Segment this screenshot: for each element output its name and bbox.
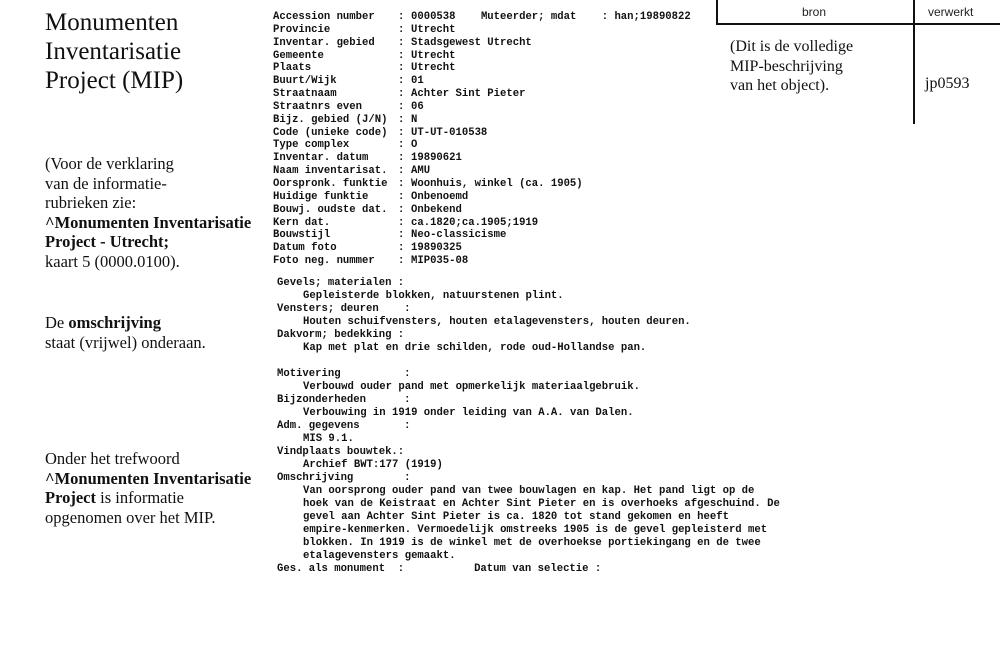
section-value: Archief BWT:177 (1919) — [303, 459, 443, 471]
field-value: 19890325 — [411, 242, 462, 255]
section-value: MIS 9.1. — [303, 433, 354, 445]
section-value: Houten schuifvensters, houten etalagevensters, houten deuren. — [303, 316, 691, 328]
note-line: (Voor de verklaring — [45, 154, 174, 173]
field-label: Inventar. gebied — [273, 36, 375, 49]
field-separator: : — [398, 126, 405, 139]
field-value: Onbenoemd — [411, 190, 469, 203]
field-value: 01 — [411, 75, 424, 88]
field-label: Straatnrs even — [273, 100, 363, 113]
field-value: Neo-classicisme — [411, 229, 507, 242]
page-title — [45, 8, 275, 95]
field-row — [273, 139, 691, 152]
section-label: Dakvorm; bedekking : — [277, 329, 405, 341]
field-separator: : — [398, 36, 405, 49]
keyword-note — [45, 449, 275, 527]
field-separator: : — [398, 190, 405, 203]
field-separator: : — [398, 242, 405, 255]
field-row — [273, 127, 691, 140]
keyword-link[interactable]: Project — [45, 488, 96, 508]
section-label: Omschrijving : — [277, 472, 411, 484]
field-separator: : — [398, 75, 405, 88]
field-value: MIP035-08 — [411, 255, 469, 268]
field-separator: : — [398, 49, 405, 62]
spacer — [277, 355, 780, 368]
field-label: Code (unieke code) — [273, 126, 388, 139]
legend-note — [45, 154, 275, 272]
section-label: Vindplaats bouwtek.: — [277, 446, 405, 458]
column-header-verwerkt: verwerkt — [928, 5, 974, 19]
section-value: Verbouwing in 1919 onder leiding van A.A. van Dalen. — [303, 407, 634, 419]
title-line: Project (MIP) — [45, 67, 184, 94]
description-block — [277, 277, 780, 576]
description-note — [45, 313, 275, 352]
field-row — [273, 152, 691, 165]
section-label: Vensters; deuren : — [277, 303, 411, 315]
field-separator: : — [398, 11, 405, 23]
note-prefix: De — [45, 313, 69, 332]
field-row — [273, 229, 691, 242]
field-row — [273, 37, 691, 50]
field-rows — [273, 24, 691, 268]
note-line — [45, 313, 275, 333]
omschrijving-line: etalagevensters gemaakt. — [303, 550, 456, 562]
field-value: O — [411, 139, 418, 152]
title-line: Monumenten — [45, 9, 179, 36]
field-label: Gemeente — [273, 49, 324, 62]
field-value: ca.1820;ca.1905;1919 — [411, 216, 539, 229]
field-row — [273, 178, 691, 191]
field-separator: : — [398, 88, 405, 101]
note-line: kaart 5 (0000.0100). — [45, 251, 180, 271]
field-value: Woonhuis, winkel (ca. 1905) — [411, 177, 583, 190]
field-row — [273, 114, 691, 127]
field-label: Datum foto — [273, 242, 337, 255]
field-label: Bouwstijl — [273, 229, 331, 242]
field-value: Utrecht — [411, 49, 456, 62]
field-separator: : — [398, 216, 405, 229]
field-value: Onbekend — [411, 203, 462, 216]
field-separator: : — [398, 139, 405, 152]
field-row — [273, 191, 691, 204]
field-label: Kern dat. — [273, 216, 331, 229]
field-label: Bijz. gebied (J/N) — [273, 113, 388, 126]
field-row — [273, 62, 691, 75]
omschrijving-line: blokken. In 1919 is de winkel met de overhoekse portiekingang en de twee — [303, 537, 761, 549]
field-row — [273, 101, 691, 114]
field-extra: Muteerder; mdat : han;19890822 — [455, 11, 691, 23]
note-suffix: is informatie — [96, 488, 184, 508]
column-header-bron: bron — [802, 5, 827, 19]
title-line: Inventarisatie — [45, 38, 182, 65]
bron-line: van het object). — [730, 77, 830, 94]
legend-link[interactable]: Project - Utrecht; — [45, 232, 169, 252]
keyword-link[interactable]: ^Monumenten Inventarisatie — [45, 468, 252, 488]
field-separator: : — [398, 229, 405, 242]
field-separator: : — [398, 23, 405, 36]
field-label: Plaats — [273, 62, 312, 75]
field-label: Huidige funktie — [273, 190, 369, 203]
field-separator: : — [398, 62, 405, 75]
field-value: Achter Sint Pieter — [411, 88, 526, 101]
bron-line: (Dit is de volledige — [730, 38, 854, 55]
note-line: opgenomen over het MIP. — [45, 507, 216, 527]
section-value: Verbouwd ouder pand met opmerkelijk materiaalgebruik. — [303, 381, 640, 393]
field-label: Buurt/Wijk — [273, 75, 337, 88]
field-label: Foto neg. nummer — [273, 255, 375, 268]
field-row — [273, 217, 691, 230]
field-value: AMU — [411, 165, 431, 178]
field-value: 0000538 — [411, 11, 456, 23]
note-line: staat (vrijwel) onderaan. — [45, 332, 206, 352]
note-line: rubrieken zie: — [45, 193, 137, 213]
field-label: Inventar. datum — [273, 152, 369, 165]
field-row — [273, 24, 691, 37]
field-label: Bouwj. oudste dat. — [273, 203, 388, 216]
record-fields — [273, 11, 691, 268]
field-value: UT-UT-010538 — [411, 126, 488, 139]
section-value: Gepleisterde blokken, natuurstenen plint. — [303, 290, 564, 302]
field-label: Accession number — [273, 11, 375, 23]
note-line — [45, 488, 275, 508]
table-header-divider — [716, 23, 1000, 25]
section-label: Motivering : — [277, 368, 411, 380]
field-separator: : — [398, 100, 405, 113]
selection-footer: Ges. als monument : Datum van selectie : — [277, 563, 602, 575]
omschrijving-line: hoek van de Keistraat en Achter Sint Pieter en is overhoeks afgeschuind. De — [303, 498, 780, 510]
field-value: Utrecht — [411, 62, 456, 75]
field-label: Straatnaam — [273, 88, 337, 101]
field-value: Stadsgewest Utrecht — [411, 36, 532, 49]
cell-verwerkt: jp0593 — [925, 75, 970, 92]
cell-bron — [730, 37, 920, 96]
field-label: Naam inventarisat. — [273, 165, 388, 178]
note-line: van de informatie- — [45, 173, 167, 193]
field-row — [273, 50, 691, 63]
omschrijving-line: gevel aan Achter Sint Pieter is ca. 1820 tot stand gekomen en heeft — [303, 511, 729, 523]
field-separator: : — [398, 165, 405, 178]
field-row — [273, 204, 691, 217]
field-label: Type complex — [273, 139, 350, 152]
field-label: Oorspronk. funktie — [273, 177, 388, 190]
field-label: Provincie — [273, 23, 331, 36]
field-separator: : — [398, 152, 405, 165]
section-label: Gevels; materialen : — [277, 277, 405, 289]
field-row — [273, 165, 691, 178]
field-value: N — [411, 113, 418, 126]
field-value: 06 — [411, 100, 424, 113]
field-row — [273, 75, 691, 88]
section-value: Kap met plat en drie schilden, rode oud-Hollandse pan. — [303, 342, 647, 354]
field-value: Utrecht — [411, 23, 456, 36]
field-separator: : — [398, 255, 405, 268]
field-separator: : — [398, 177, 405, 190]
field-row — [273, 88, 691, 101]
field-row-accession — [273, 11, 691, 24]
legend-link[interactable]: ^Monumenten Inventarisatie — [45, 212, 252, 232]
field-row — [273, 242, 691, 255]
source-table — [716, 0, 1000, 124]
field-value: 19890621 — [411, 152, 462, 165]
section-label: Adm. gegevens : — [277, 420, 411, 432]
field-separator: : — [398, 113, 405, 126]
omschrijving-line: empire-kenmerken. Vermoedelijk omstreeks 1905 is de gevel gepleisterd met — [303, 524, 768, 536]
bron-line: MIP-beschrijving — [730, 57, 843, 75]
omschrijving-line: Van oorsprong ouder pand van twee bouwlagen en kap. Het pand ligt op de — [303, 485, 755, 497]
field-row — [273, 255, 691, 268]
note-line: Onder het trefwoord — [45, 449, 180, 468]
section-label: Bijzonderheden : — [277, 394, 411, 406]
field-separator: : — [398, 203, 405, 216]
table-border-left — [716, 0, 718, 24]
omschrijving-emphasis: omschrijving — [68, 313, 161, 332]
